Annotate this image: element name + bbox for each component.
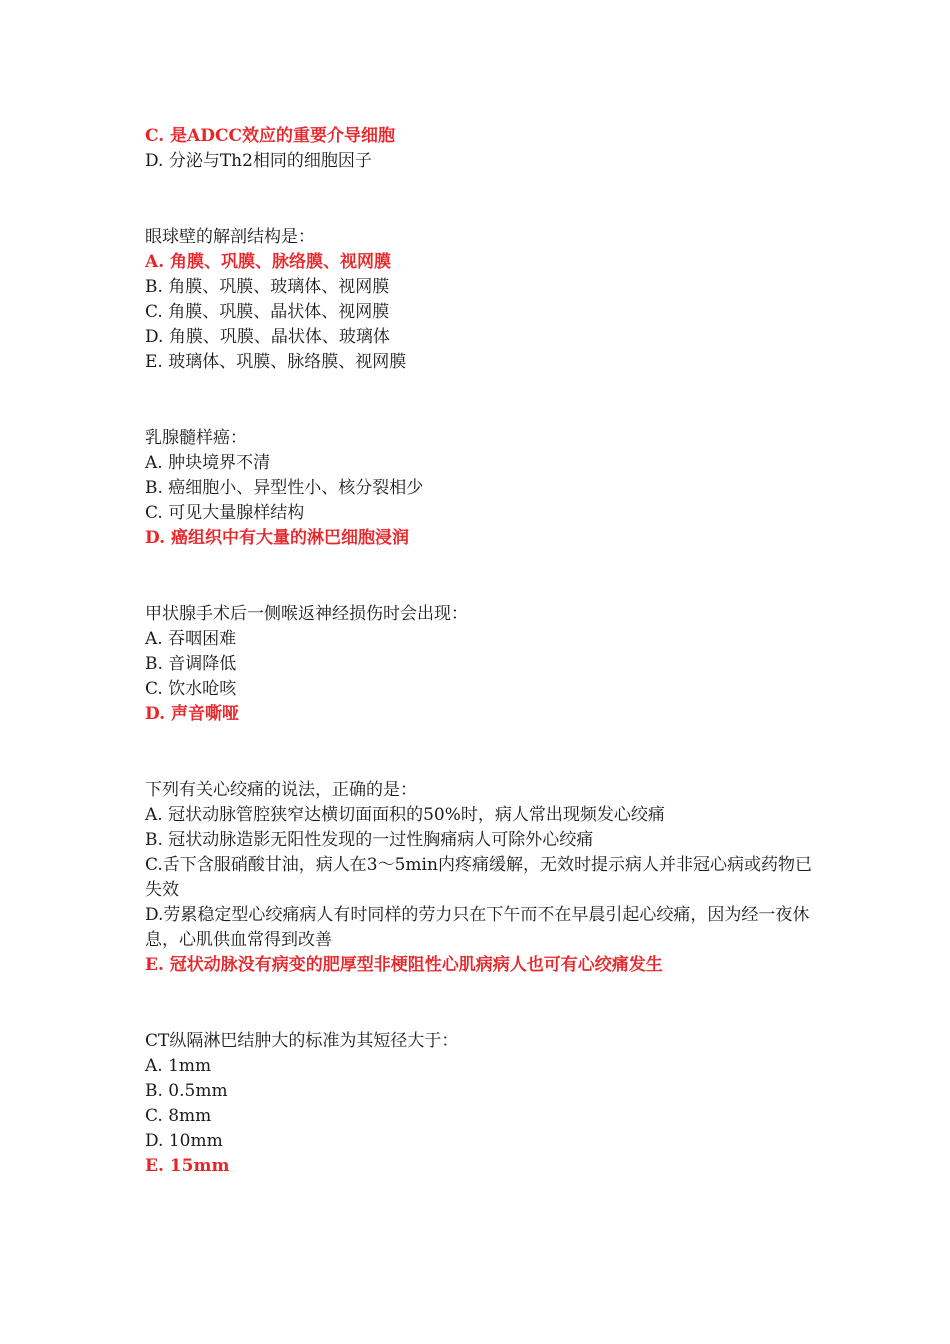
question-1 — [145, 124, 815, 174]
option-d: D. 声音嘶哑 — [145, 704, 239, 724]
question-6 — [145, 1029, 815, 1179]
option-a: A. 角膜、巩膜、脉络膜、视网膜 — [145, 252, 392, 272]
option-c: C. 是ADCC效应的重要介导细胞 — [145, 126, 396, 146]
question-4 — [145, 602, 815, 727]
question-5 — [145, 778, 815, 978]
option-e: E. 玻璃体、巩膜、脉络膜、视网膜 — [145, 352, 407, 372]
spacer — [145, 727, 815, 778]
option-b: B. 角膜、巩膜、玻璃体、视网膜 — [145, 277, 390, 297]
spacer — [145, 174, 815, 225]
option-b: B. 冠状动脉造影无阳性发现的一过性胸痛病人可除外心绞痛 — [145, 830, 594, 850]
option-e: E. 15mm — [145, 1156, 230, 1176]
document-page — [145, 124, 815, 1179]
question-stem: 下列有关心绞痛的说法，正确的是： — [145, 780, 417, 800]
spacer — [145, 375, 815, 426]
question-stem: 甲状腺手术后一侧喉返神经损伤时会出现： — [145, 604, 468, 624]
option-c: C. 可见大量腺样结构 — [145, 503, 305, 523]
option-c: C.舌下含服硝酸甘油，病人在3～5min内疼痛缓解，无效时提示病人并非冠心病或药物已失效 — [145, 855, 812, 900]
option-c: C. 角膜、巩膜、晶状体、视网膜 — [145, 302, 390, 322]
option-b: B. 癌细胞小、异型性小、核分裂相少 — [145, 478, 424, 498]
question-stem: 眼球壁的解剖结构是： — [145, 227, 315, 247]
question-2 — [145, 225, 815, 375]
question-stem: 乳腺髓样癌： — [145, 428, 247, 448]
option-d: D. 10mm — [145, 1131, 223, 1151]
question-stem: CT纵隔淋巴结肿大的标准为其短径大于： — [145, 1031, 459, 1051]
question-3 — [145, 426, 815, 551]
option-b: B. 0.5mm — [145, 1081, 228, 1101]
option-a: A. 肿块境界不清 — [145, 453, 271, 473]
option-a: A. 1mm — [145, 1056, 212, 1076]
option-c: C. 饮水呛咳 — [145, 679, 237, 699]
option-a: A. 冠状动脉管腔狭窄达横切面面积的50%时，病人常出现频发心绞痛 — [145, 805, 665, 825]
option-d: D. 癌组织中有大量的淋巴细胞浸润 — [145, 528, 409, 548]
spacer — [145, 551, 815, 602]
option-d: D.劳累稳定型心绞痛病人有时同样的劳力只在下午而不在早晨引起心绞痛，因为经一夜休息，心肌供血常得到改善 — [145, 905, 810, 950]
option-d: D. 分泌与Th2相同的细胞因子 — [145, 151, 372, 171]
option-e: E. 冠状动脉没有病变的肥厚型非梗阻性心肌病病人也可有心绞痛发生 — [145, 955, 663, 975]
option-c: C. 8mm — [145, 1106, 212, 1126]
option-d: D. 角膜、巩膜、晶状体、玻璃体 — [145, 327, 390, 347]
option-b: B. 音调降低 — [145, 654, 237, 674]
spacer — [145, 978, 815, 1029]
option-a: A. 吞咽困难 — [145, 629, 237, 649]
